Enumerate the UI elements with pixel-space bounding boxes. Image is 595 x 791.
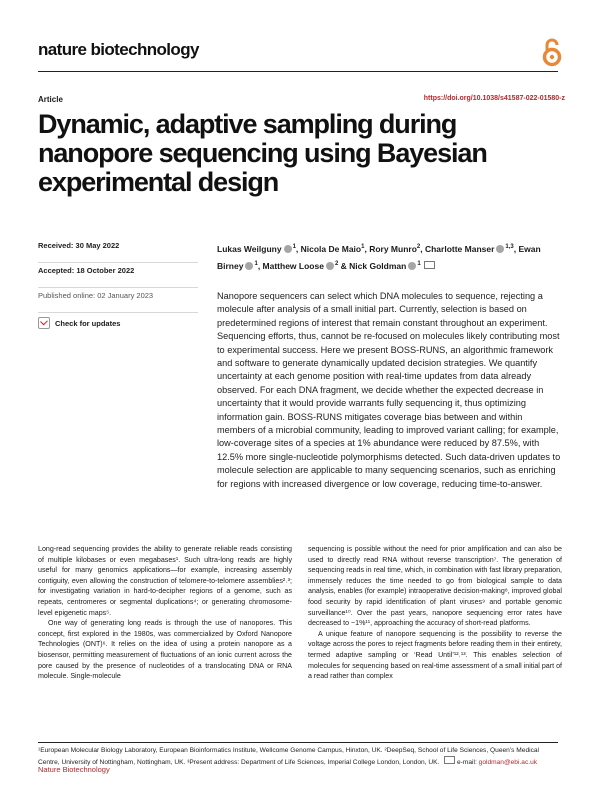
author-affiliation-number: 2 <box>416 244 421 250</box>
journal-footer: Nature Biotechnology <box>38 765 110 774</box>
affiliations-text: ¹European Molecular Biology Laboratory, European Bioinformatics Institute, Wellcome Genome Campus, Hinxton, UK. ²DeepSeq, School of Life Sciences, Queen’s Medical Centre, University of Nottingham, Nottingham, UK. ³Present address: Department of Life Sciences, Imperial College London, London, UK. <box>38 747 540 766</box>
article-dates <box>38 240 198 331</box>
email-icon <box>444 756 455 764</box>
author-name[interactable]: Nicola De Maio <box>300 243 362 254</box>
check-for-updates-icon <box>38 317 50 329</box>
body-text <box>38 544 563 682</box>
article-title: Dynamic, adaptive sampling during nanopore sequencing using Bayesian experimental design <box>38 109 487 197</box>
doi-link[interactable]: https://doi.org/10.1038/s41587-022-01580-z <box>423 95 565 102</box>
header-rule <box>38 71 558 72</box>
author-affiliation-number: 1 <box>254 260 258 267</box>
body-column-right <box>308 544 562 682</box>
affiliations-rule <box>38 742 558 743</box>
author-name[interactable]: Lukas Weilguny <box>217 243 282 254</box>
email-icon[interactable] <box>424 261 435 269</box>
received-date: Received: 30 May 2022 <box>38 240 198 263</box>
journal-name: nature biotechnology <box>38 40 199 59</box>
email-label: e-mail: <box>457 759 477 766</box>
orcid-icon[interactable] <box>496 245 504 253</box>
orcid-icon[interactable] <box>326 262 334 270</box>
author-affiliation-number: 1 <box>417 260 421 267</box>
abstract: Nanopore sequencers can select which DNA molecules to sequence, rejecting a molecule after analysis of a small initial part. Currently, selection is based on predetermined regions of interest that remain constant throughout an experiment. Sequencing efforts, thus, cannot be re-focused on molecules likely contributing most to experimental success. Here we present BOSS-RUNS, an algorithmic framework and software to generate dynamically updated decision strategies. We quantify uncertainty at each genome position with real-time updates from data already observed. For each DNA fragment, we decide whether the expected decrease in uncertainty that it would provide warrants fully sequencing it, thus optimizing information gain. BOSS-RUNS mitigates coverage bias between and within members of a microbial community, leading to improved variant calling; for example, low-coverage sites of a species at 1% abundance were reduced by 87.5%, with 12.5% more single-nucleotide polymorphisms detected. Such data-driven updates to molecule selection are applicable to many sequencing scenarios, such as enriching for regions with increased divergence or low coverage, reducing time-to-answer. <box>217 291 561 489</box>
published-date: Published online: 02 January 2023 <box>38 290 198 313</box>
accepted-date: Accepted: 18 October 2022 <box>38 265 198 288</box>
paragraph: Long-read sequencing provides the ability to generate reliable reads consisting of multiple kilobases or even megabases¹. Such ultra-long reads are highly useful for many genomics applications—for example, increasing assembly contiguity, even allowing the construction of telomere-to-telomere assemblies²˒³; for investigating variation in hard-to-decipher regions of a genome, such as repeats, centromeres or segmental duplications⁴; or generating chromosome-level epigenetic maps⁵. <box>38 545 292 617</box>
article-type: Article <box>38 95 63 104</box>
orcid-icon[interactable] <box>284 245 292 253</box>
author-affiliation-number: 1 <box>361 244 365 250</box>
orcid-icon[interactable] <box>245 262 253 270</box>
author-name[interactable]: Matthew Loose <box>262 260 324 271</box>
open-access-icon[interactable] <box>541 37 563 67</box>
paragraph: One way of generating long reads is through the use of nanopores. This concept, first explored in the 1980s, was commercialized by Oxford Nanopore Technologies (ONT)⁶. It relies on the idea of using a protein nanopore as a biosensor, permitting measurement of fluctuations of an ionic current across the pore caused by the presence of nucleotides of a translocating DNA or RNA molecule. Single-molecule <box>38 619 292 681</box>
paragraph: sequencing is possible without the need for prior amplification and can also be used to directly read RNA without reverse transcription⁷. The generation of sequencing reads in real time, which, in combination with fast library preparation, immensely reduces the time needed to go from biological sample to data analysis, enables (for example) intraoperative decision-making⁸, improved global food security by rapid identification of plant viruses⁹ and portable genomic surveillance¹⁰. Over the past years, nanopore sequencing error rates have decreased to ~1%¹¹, approaching the accuracy of short-read platforms. <box>308 545 562 628</box>
author-name[interactable]: Rory Munro <box>369 243 417 254</box>
paragraph: A unique feature of nanopore sequencing is the possibility to reverse the voltage across the pores to reject fragments before reading them in their entirety, termed adaptive sampling or ‘Read Until’¹²˒¹³. This enables selection of molecules for sequencing based on real-time assessment of a small initial part of a read rather than complex <box>308 629 562 681</box>
author-affiliation-number: 1 <box>292 244 296 250</box>
email-link[interactable]: goldman@ebi.ac.uk <box>478 759 538 766</box>
author-affiliation-number: 1,3 <box>505 244 514 250</box>
author-affiliation-number: 2 <box>334 260 339 267</box>
author-name[interactable]: Ewan Birney <box>217 243 541 271</box>
check-for-updates-label: Check for updates <box>55 318 121 328</box>
author-name[interactable]: Charlotte Manser <box>424 243 495 254</box>
orcid-icon[interactable] <box>408 262 416 270</box>
body-column-left <box>38 544 292 682</box>
check-for-updates-button[interactable] <box>38 315 198 331</box>
author-list: Lukas Weilguny $^1$, Nicola De Maio$^1$, Rory Munro$^2$, Charlotte Manser $^{1,3}$, Ewan Birney $^1$, Matthew Loose $^2$ & Nick Goldman $^1$ <box>217 243 541 271</box>
affiliations <box>38 746 558 768</box>
author-name[interactable]: Nick Goldman <box>349 260 407 271</box>
